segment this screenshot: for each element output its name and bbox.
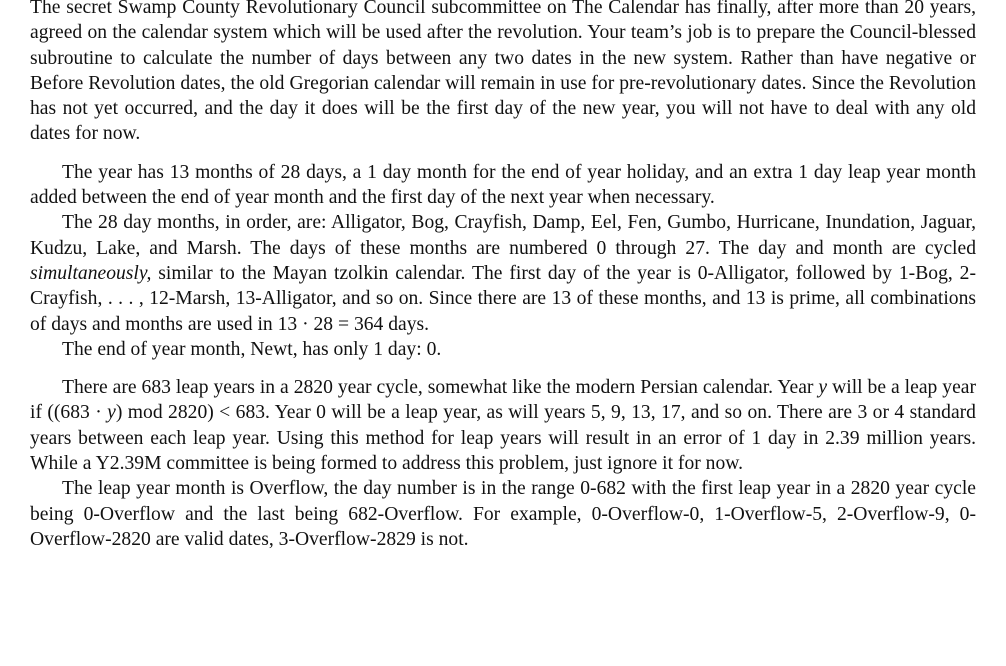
leap-years-text-end: ) mod 2820) < 683. Year 0 will be a leap year, as will years 5, 9, 13, 17, and so on. There are 3 or 4 standard years between each leap year. Using this method for leap years will result in an error of 1 day in 2.39 million years. While a Y2.39M committee is being formed to address this problem, just ignore it for now. [30, 402, 976, 475]
math-variable-y: y [818, 377, 828, 399]
paragraph-intro: The secret Swamp County Revolutionary Council subcommittee on The Calendar has finally, after more than 20 years, agreed on the calendar system which will be used after the revolution. Your team’s job is to prepare the Council-blessed subroutine to calculate the number of days between any two dates in the new system. Rather than have negative or Before Revolution dates, the old Gregorian calendar will remain in use for pre-revolutionary dates. Since the Revolution has not yet occurred, and the day it does will be the first day of the new year, you will not have to deal with any old dates for now. [30, 0, 976, 145]
paragraph-year-structure: The year has 13 months of 28 days, a 1 day month for the end of year holiday, and an extra 1 day leap year month added between the end of year month and the first day of the next year when necessary. [30, 161, 976, 209]
paragraph-month-names [30, 210, 976, 336]
paragraph-end-of-year: The end of year month, Newt, has only 1 day: 0. [62, 338, 442, 360]
leap-years-text-middle: will be a leap year if ((683 · [30, 377, 977, 424]
emphasis-simultaneously: simultaneously, [30, 262, 152, 284]
month-names-text-end: similar to the Mayan tzolkin calendar. The first day of the year is 0-Alligator, followed by 1-Bog, 2-Crayfish, . . . , 12-Marsh, 13-Alligator, and so on. Since there are 13 of these months, and 13 is prime, all combinations of days and months are used in 13 · 28 = 364 days. [30, 262, 976, 335]
math-variable-y: y [107, 402, 116, 424]
month-names-text-start: The 28 day months, in order, are: Alligator, Bog, Crayfish, Damp, Eel, Fen, Gumbo, Hurricane, Inundation, Jaguar, Kudzu, Lake, and Marsh. The days of these months are numbered 0 through 27. The day and month are cycled [30, 212, 976, 259]
leap-years-text-start: There are 683 leap years in a 2820 year cycle, somewhat like the modern Persian calendar. Year [62, 377, 819, 399]
problem-statement [30, 0, 976, 552]
paragraph-overflow: The leap year month is Overflow, the day number is in the range 0-682 with the first leap year in a 2820 year cycle being 0-Overflow and the last being 682-Overflow. For example, 0-Overflow-0, 1-Overflow-5, 2-Overflow-9, 0-Overflow-2820 are valid dates, 3-Overflow-2829 is not. [30, 478, 976, 550]
paragraph-leap-years [30, 375, 976, 476]
